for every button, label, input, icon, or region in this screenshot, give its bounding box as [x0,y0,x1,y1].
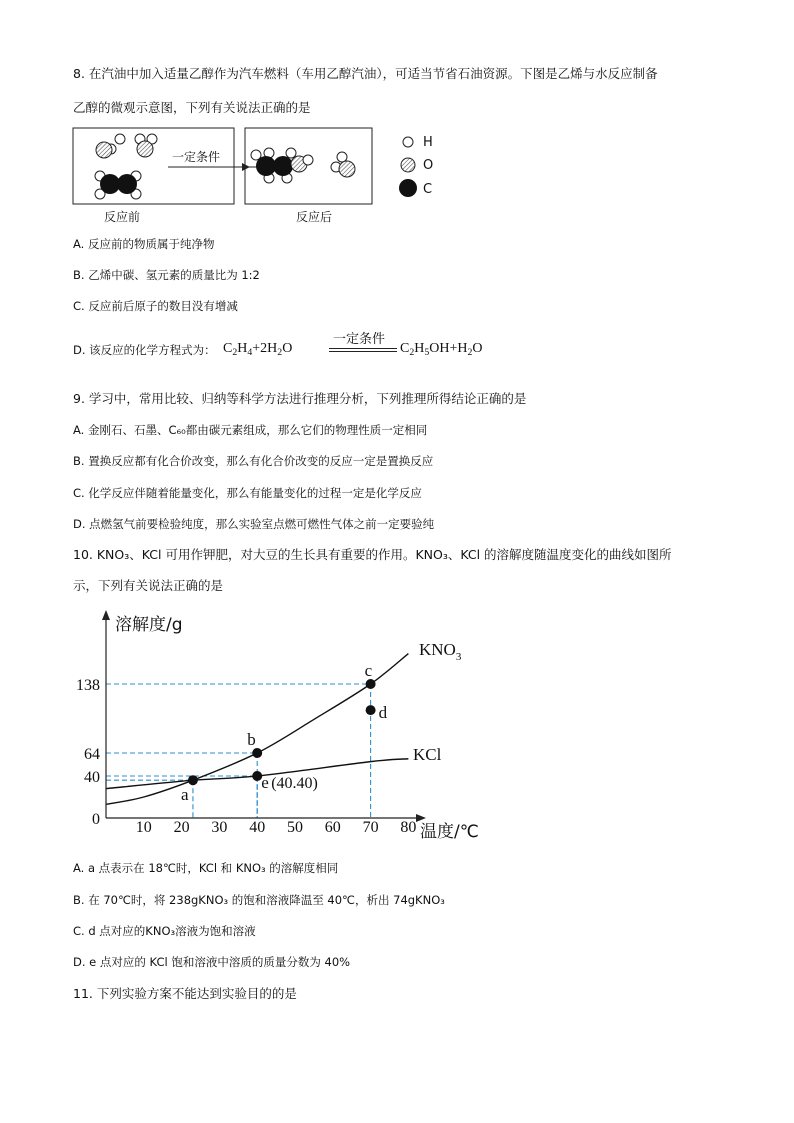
q10-option-a: A. a 点表示在 18℃时，KCl 和 KNO₃ 的溶解度相同 [73,861,339,875]
after-label: 反应后 [296,210,333,224]
q10-option-d: D. e 点对应的 KCl 饱和溶液中溶质的质量分数为 40% [73,955,351,969]
x-tick-label: 40 [249,819,266,836]
q8-option-b: B. 乙烯中碳、氢元素的质量比为 1:2 [73,268,260,282]
series-label-kno3: $KNO_3$ [419,640,462,663]
legend-c-marker [399,179,417,197]
point-label-b: b [247,730,256,749]
point-label-c: c [364,661,373,680]
point-a [188,775,198,785]
series-label-kcl: KCl [413,745,442,764]
equation-products: $C_2H_5OH+H_2O$ [400,341,483,358]
water-molecule [331,152,355,177]
y-tick-label: 40 [84,769,100,786]
x-axis-label: 温度/℃ [420,822,479,842]
legend-c-label: C [423,182,433,197]
x-tick-label: 30 [211,819,228,836]
equation-equals [329,348,397,352]
q8-option-a: A. 反应前的物质属于纯净物 [73,237,215,251]
x-tick-label: 10 [135,819,152,836]
x-tick-label: 80 [400,819,417,836]
reaction-condition: 一定条件 [172,150,221,164]
y-tick-label: 0 [92,811,100,828]
point-b [252,748,262,758]
ethylene-molecule [95,171,141,199]
q8-stem-line2: 乙醇的微观示意图，下列有关说法正确的是 [73,100,311,115]
equation-reactants: $C_2H_4+2H_2O$ [223,341,293,358]
q11-stem: 11. 下列实验方案不能达到实验目的的是 [73,986,297,1001]
reaction-diagram [70,124,450,228]
point-c [366,679,376,689]
legend-h-marker [403,137,413,147]
x-tick-label: 70 [362,819,379,836]
q9-option-a: A. 金刚石、石墨、C₆₀都由碳元素组成，那么它们的物理性质一定相同 [73,423,428,437]
q9-option-c: C. 化学反应伴随着能量变化，那么有能量变化的过程一定是化学反应 [73,486,422,500]
legend-h-label: H [423,135,433,150]
point-label-d: d [378,703,388,723]
legend [399,135,433,197]
point-label-e: e [261,773,269,792]
point-label-a: a [180,785,189,805]
q8-option-d-prefix: D. 该反应的化学方程式为： [73,343,216,357]
x-axis-arrow [416,814,426,822]
x-tick-label: 60 [324,819,341,836]
q9-option-b: B. 置换反应都有化合价改变，那么有化合价改变的反应一定是置换反应 [73,454,434,468]
q9-option-d: D. 点燃氢气前要检验纯度，那么实验室点燃可燃性气体之前一定要验纯 [73,517,435,531]
q8-option-c: C. 反应前后原子的数目没有增减 [73,299,238,313]
x-tick-label: 50 [287,819,303,836]
solubility-chart [70,606,510,846]
q10-option-b: B. 在 70℃时，将 238gKNO₃ 的饱和溶液降温至 40℃，析出 74gKNO₃ [73,893,445,907]
point-annotation-e: (40.40) [271,775,318,792]
q10-option-c: C. d 点对应的KNO₃溶液为饱和溶液 [73,924,256,938]
legend-o-label: O [423,158,434,173]
ethanol-molecule [251,148,313,183]
before-label: 反应前 [104,210,141,224]
water-molecule [135,134,157,157]
y-axis-arrow [102,610,110,620]
point-d [366,705,376,715]
equation-condition: 一定条件 [333,332,386,347]
q10-stem-line2: 示，下列有关说法正确的是 [73,578,224,593]
q8-stem-line1: 8. 在汽油中加入适量乙醇作为汽车燃料（车用乙醇汽油），可适当节省石油资源。下图是乙烯与水反应制备 [73,66,658,81]
y-axis-label: 溶解度/g [115,615,183,635]
y-tick-label: 64 [84,746,100,763]
q10-stem-line1: 10. KNO₃、KCl 可用作钾肥，对大豆的生长具有重要的作用。KNO₃、KCl 的溶解度随温度变化的曲线如图所 [73,547,672,562]
q9-stem: 9. 学习中，常用比较、归纳等科学方法进行推理分析，下列推理所得结论正确的是 [73,391,527,406]
y-tick-label: 138 [76,677,100,694]
legend-o-marker [401,158,415,172]
water-molecule [96,134,125,158]
x-tick-label: 20 [173,819,190,836]
